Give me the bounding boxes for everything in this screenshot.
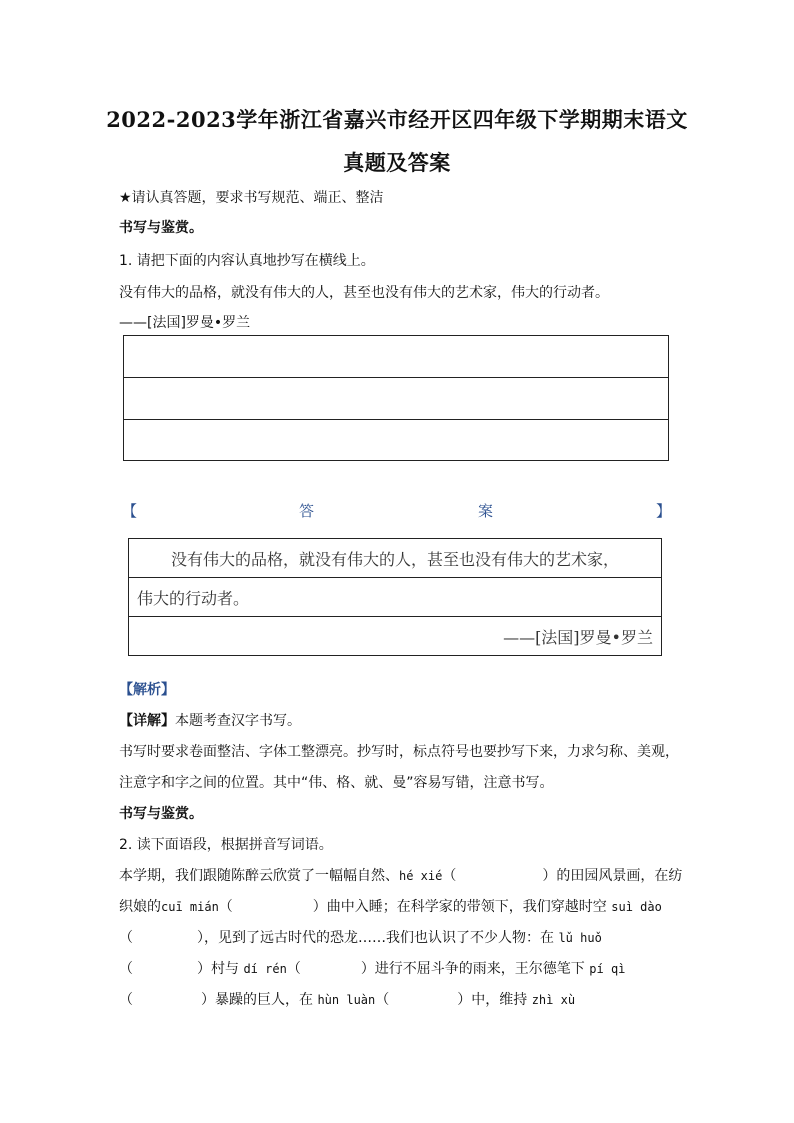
passage-text: ）进行不屈斗争的雨来，王尔德笔下 — [360, 961, 585, 977]
notice-text: ★请认真答题，要求书写规范、端正、整洁 — [119, 190, 384, 206]
analysis-para2: 注意字和字之间的位置。其中“伟、格、就、曼”容易写错，注意书写。 — [119, 775, 554, 791]
copy-writing-box — [123, 335, 669, 461]
passage-line-3: （ ），见到了远古时代的恐龙……我们也认识了不少人物：在 lǔ huǒ — [119, 930, 602, 946]
pinyin-hexie: hé xié — [399, 869, 443, 883]
passage-line-2: 织娘的cuī mián（ ）曲中入睡；在科学家的带领下，我们穿越时空 suì dào — [119, 899, 662, 915]
writing-line[interactable] — [124, 336, 668, 378]
page-title-line1: 2022-2023学年浙江省嘉兴市经开区四年级下学期期末语文 — [106, 107, 688, 132]
analysis-para1: 书写时要求卷面整洁、字体工整漂亮。抄写时，标点符号也要抄写下来，力求匀称、美观， — [119, 744, 679, 760]
section1-heading: 书写与鉴赏。 — [119, 220, 203, 236]
writing-line[interactable] — [124, 378, 668, 420]
detail-text: 本题考查汉字书写。 — [175, 713, 301, 729]
quote-author: ——[法国]罗曼•罗兰 — [119, 315, 251, 331]
answer-heading-char1: 答 — [299, 502, 315, 520]
question2-text: 2. 读下面语段，根据拼音写词语。 — [119, 837, 333, 853]
page-title-line2: 真题及答案 — [343, 150, 451, 175]
analysis-detail — [119, 710, 301, 730]
pinyin-cuimian: cuī mián — [161, 900, 219, 914]
answer-bracket-close: 】 — [656, 502, 672, 520]
answer-row-2: 伟大的行动者。 — [129, 578, 661, 617]
answer-heading-char2: 案 — [478, 502, 494, 520]
section2-heading: 书写与鉴赏。 — [119, 806, 203, 822]
pinyin-zhixu: zhì xù — [531, 993, 576, 1007]
pinyin-hunluan: hùn luàn — [317, 993, 376, 1007]
passage-text: 曲中入睡；在科学家的带领下，我们穿越时空 — [326, 899, 607, 915]
answer-row-3: ——[法国]罗曼•罗兰 — [503, 627, 653, 647]
pinyin-piqi: pí qì — [589, 962, 626, 976]
passage-text: ）暴躁的巨人，在 — [201, 992, 313, 1008]
passage-text: 本学期，我们跟随陈醉云欣赏了一幅幅自然、 — [119, 868, 399, 884]
pinyin-luhuo: lǔ huǒ — [558, 931, 602, 945]
passage-text: 的田园风景画，在纺 — [556, 868, 683, 884]
question1-text: 1. 请把下面的内容认真地抄写在横线上。 — [119, 253, 375, 269]
passage-line-4: （ ）村与 dí rén（ ）进行不屈斗争的雨来，王尔德笔下 pí qì — [119, 961, 626, 977]
writing-line[interactable] — [124, 420, 668, 462]
answer-bracket-open: 【 — [122, 502, 138, 520]
answer-table — [128, 538, 662, 656]
quote-text: 没有伟大的品格，就没有伟大的人，甚至也没有伟大的艺术家，伟大的行动者。 — [119, 285, 609, 301]
analysis-label: 【解析】 — [119, 682, 175, 698]
detail-label: 【详解】 — [119, 713, 175, 729]
pinyin-diren: dí rén — [243, 962, 287, 976]
answer-row-1: 没有伟大的品格，就没有伟大的人，甚至也没有伟大的艺术家， — [129, 539, 661, 578]
passage-text: ），见到了远古时代的恐龙……我们也认识了不少人物：在 — [197, 930, 554, 946]
passage-text: 织娘的 — [119, 899, 161, 915]
passage-line-5: （ ）暴躁的巨人，在 hùn luàn（ ）中，维持 zhì xù — [119, 992, 576, 1008]
passage-text: ）中，维持 — [457, 992, 528, 1008]
passage-line-1: 本学期，我们跟随陈醉云欣赏了一幅幅自然、hé xié（ ）的田园风景画，在纺 — [119, 868, 683, 884]
pinyin-suidao: suì dào — [611, 900, 662, 914]
passage-text: ）村与 — [197, 961, 239, 977]
